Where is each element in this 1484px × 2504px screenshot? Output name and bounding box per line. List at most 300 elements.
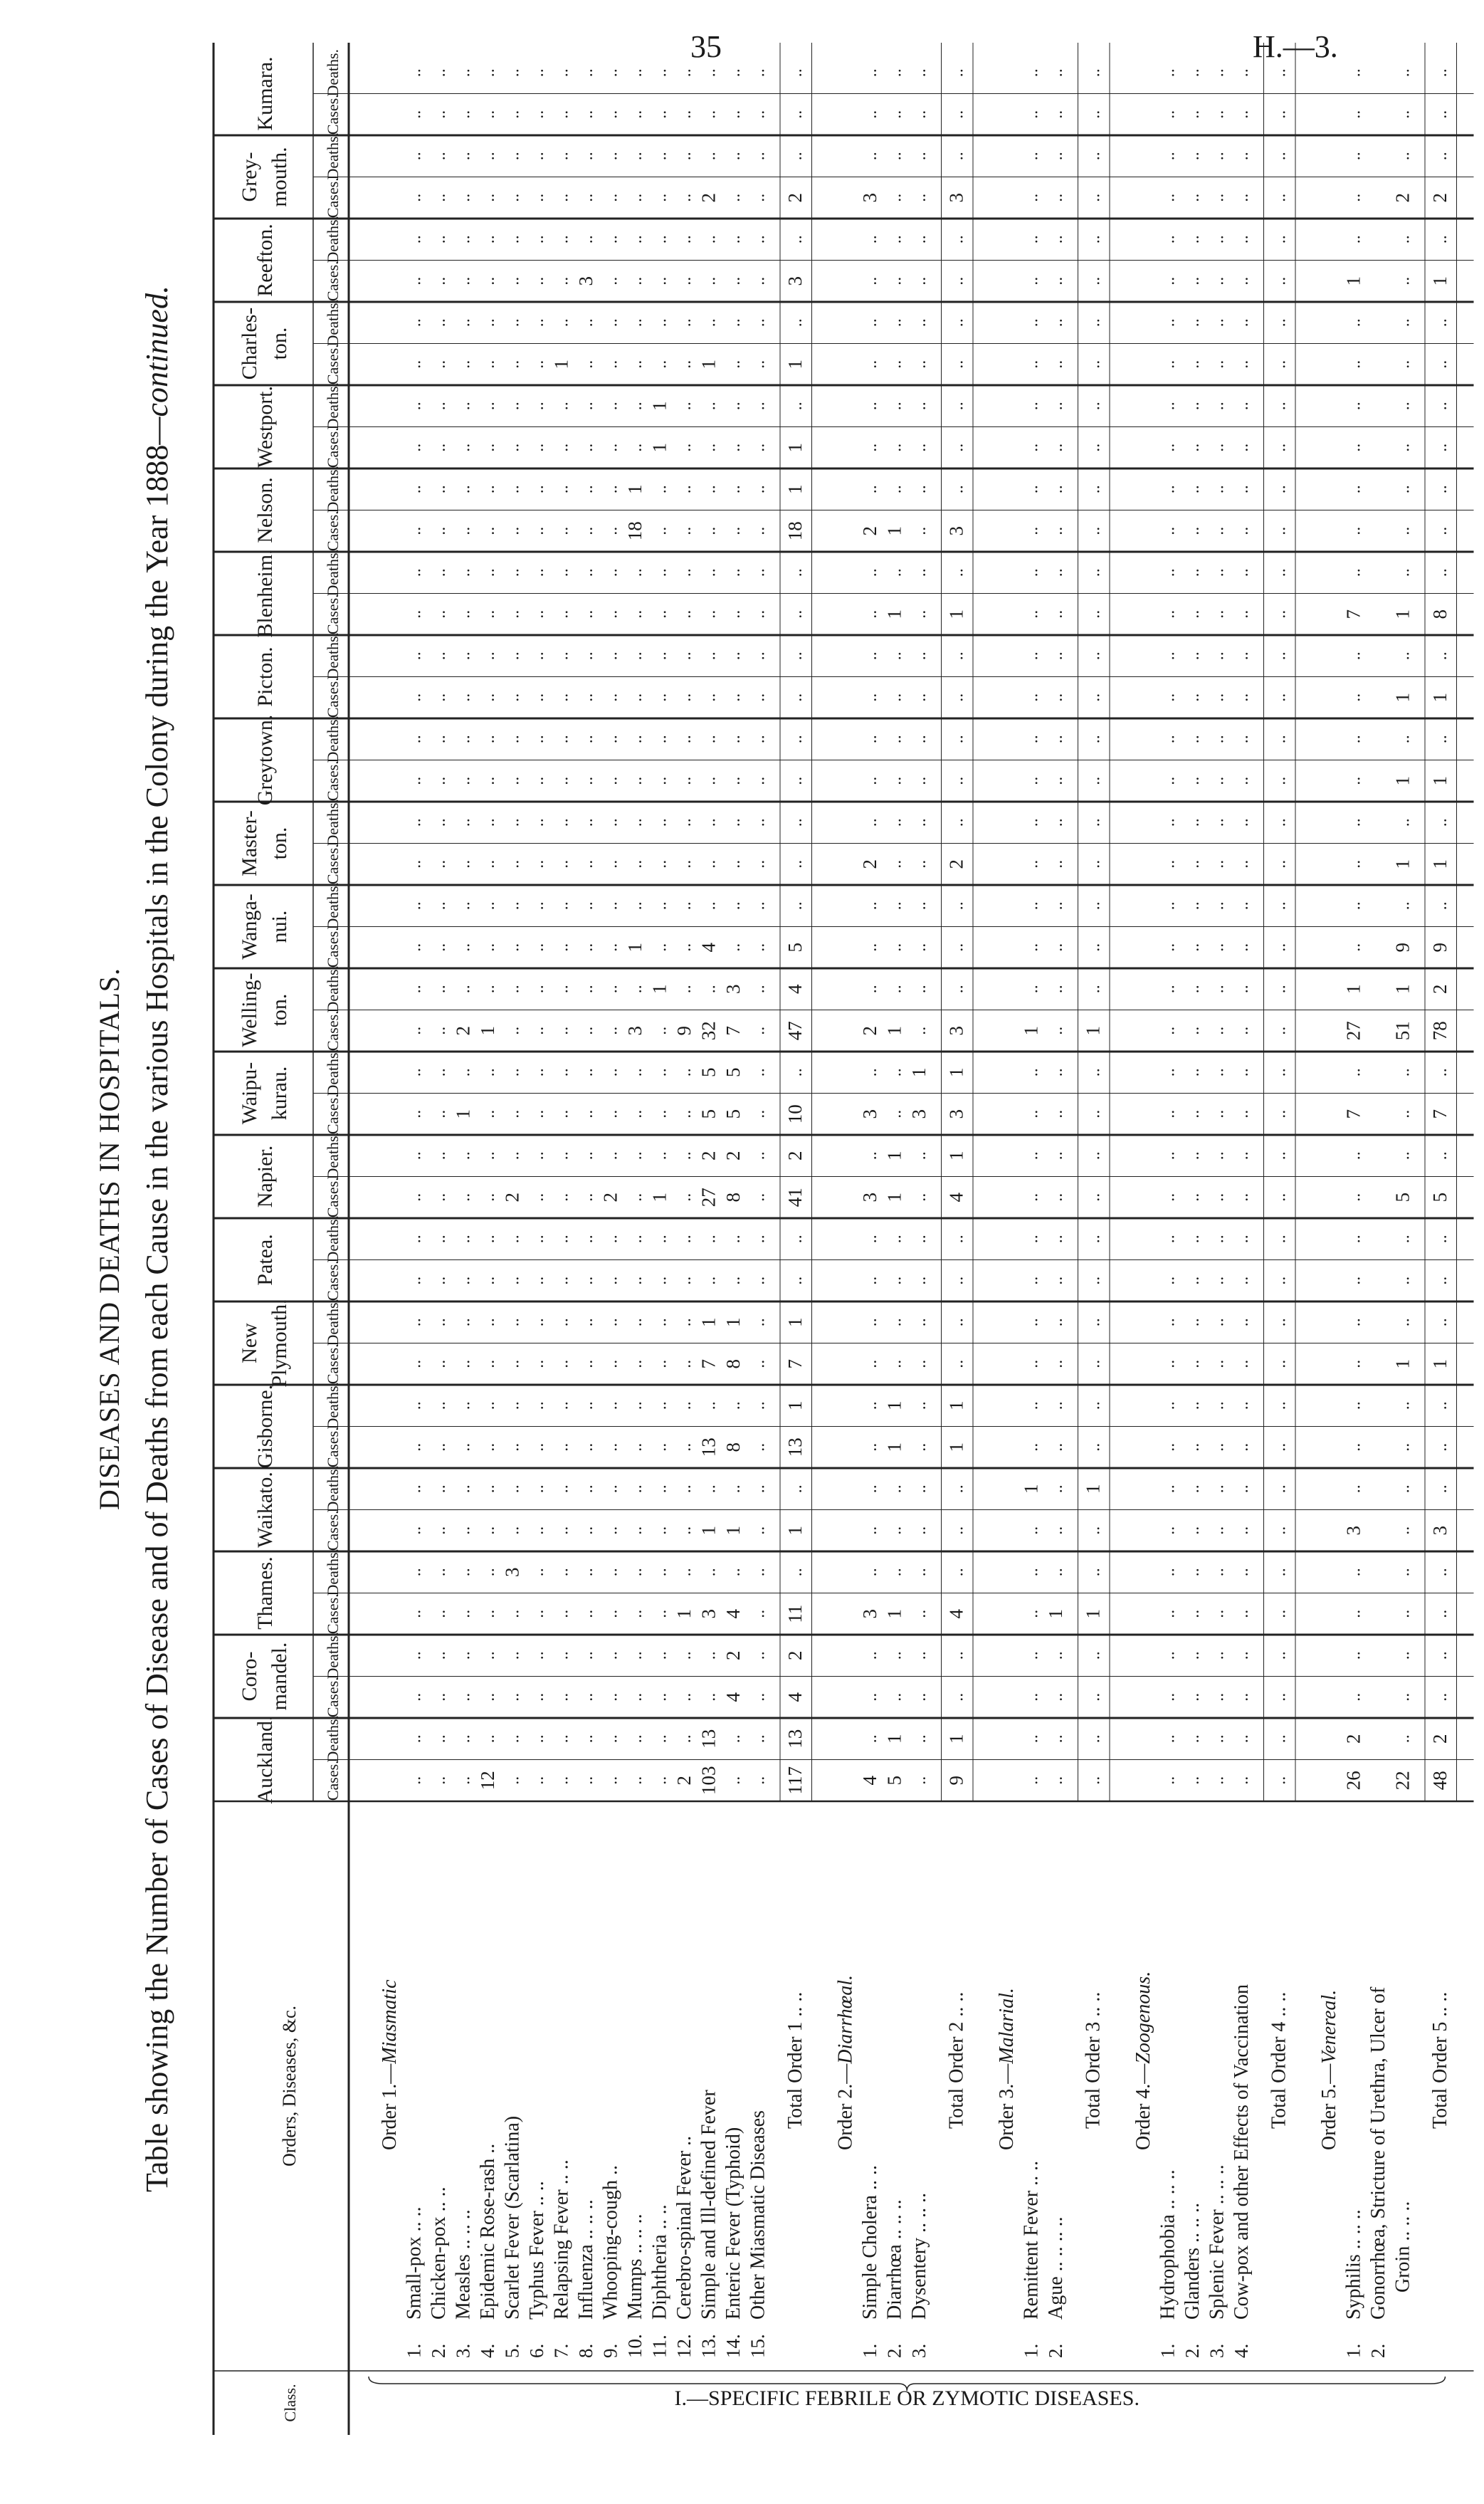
cell-empty: .. <box>1023 443 1042 452</box>
cell-empty: .. <box>1023 609 1042 619</box>
cell-empty: .. <box>1184 735 1203 744</box>
cell-empty: .. <box>1432 568 1451 577</box>
cell-empty: .. <box>1233 776 1252 785</box>
cell-empty: .. <box>1345 1692 1364 1702</box>
cell-empty: .. <box>886 485 905 494</box>
hospital-header: Waikato. <box>253 1472 277 1548</box>
cell-empty: .. <box>480 1484 498 1494</box>
cell-empty: .. <box>1184 485 1203 494</box>
cell-empty: .. <box>676 318 695 328</box>
cell-empty: .. <box>1394 1484 1414 1494</box>
cases-header: Cases. <box>324 677 342 718</box>
cell-empty: .. <box>578 901 596 911</box>
cell-empty: .. <box>578 1401 596 1410</box>
cell-empty: .. <box>948 1484 967 1494</box>
cell-empty: .. <box>862 693 880 702</box>
cell-empty: .. <box>406 402 425 411</box>
cell-empty: .. <box>578 235 596 244</box>
cell-empty: .. <box>480 402 498 411</box>
cell-empty: .. <box>1432 152 1451 161</box>
hospital-header: mouth. <box>268 147 291 207</box>
cell-value: 1 <box>673 1609 695 1619</box>
cell-empty: .. <box>406 1651 425 1660</box>
cell-empty: .. <box>651 1068 670 1077</box>
cell-empty: .. <box>431 110 449 119</box>
cell-empty: .. <box>1432 1651 1451 1660</box>
cell-empty: .. <box>480 776 498 785</box>
cell-empty: .. <box>1184 1526 1203 1535</box>
cell-empty: .. <box>1394 152 1414 161</box>
cell-empty: .. <box>700 318 720 328</box>
cell-empty: .. <box>1048 1442 1066 1452</box>
cell-empty: .. <box>911 1776 930 1785</box>
cell-empty: .. <box>455 1193 474 1202</box>
cell-empty: .. <box>504 68 523 78</box>
cell-empty: .. <box>431 526 449 535</box>
cell-value: 3 <box>1429 1526 1451 1536</box>
cell-empty: .. <box>700 485 720 494</box>
cell-empty: .. <box>862 568 880 577</box>
cell-empty: .. <box>480 985 498 994</box>
cell-empty: .. <box>700 1651 720 1660</box>
cell-empty: .. <box>602 568 621 577</box>
cell-value: 4 <box>945 1609 967 1619</box>
cell-empty: .. <box>651 1109 670 1119</box>
hospital-header: Master- <box>238 810 261 876</box>
cell-value: 2 <box>1391 193 1414 203</box>
cases-header: Cases. <box>324 427 342 468</box>
cell-empty: .. <box>1184 1359 1203 1368</box>
cell-empty: .. <box>1023 1609 1042 1618</box>
cell-empty: .. <box>886 318 905 328</box>
cell-empty: .. <box>1184 276 1203 286</box>
cell-empty: .. <box>627 651 646 661</box>
cell-empty: .. <box>406 443 425 452</box>
cell-value: 1 <box>883 1193 905 1203</box>
cell-empty: .. <box>627 68 646 78</box>
cell-value: 47 <box>784 1021 806 1041</box>
cell-empty: .. <box>1159 110 1179 119</box>
disease-label: Typhus Fever .. .. <box>526 2181 548 2320</box>
cell-empty: .. <box>1345 1068 1364 1077</box>
cell-empty: .. <box>676 901 695 911</box>
cell-empty: .. <box>1085 1651 1104 1660</box>
cell-empty: .. <box>529 443 547 452</box>
cell-empty: .. <box>651 152 670 161</box>
cell-empty: .. <box>1209 443 1228 452</box>
cell-empty: .. <box>725 402 744 411</box>
cell-empty: .. <box>1233 1609 1252 1618</box>
cell-empty: .. <box>787 568 806 577</box>
cell-empty: .. <box>948 1526 967 1535</box>
cell-empty: .. <box>1184 1442 1203 1452</box>
cell-empty: .. <box>578 1692 596 1702</box>
cell-empty: .. <box>749 1235 769 1244</box>
cell-empty: .. <box>1184 901 1203 911</box>
cell-empty: .. <box>1345 110 1364 119</box>
cell-value: 7 <box>698 1359 720 1369</box>
cell-empty: .. <box>948 68 967 78</box>
cell-empty: .. <box>676 1442 695 1452</box>
cell-empty: .. <box>1270 1401 1290 1410</box>
cell-empty: .. <box>787 235 806 244</box>
cell-empty: .. <box>553 1776 572 1785</box>
cell-empty: .. <box>725 651 744 661</box>
cell-empty: .. <box>455 1442 474 1452</box>
cell-empty: .. <box>455 318 474 328</box>
cell-empty: .. <box>553 609 572 619</box>
cell-empty: .. <box>1085 985 1104 994</box>
cell-empty: .. <box>627 318 646 328</box>
cell-value: 5 <box>1391 1193 1414 1203</box>
hospital-header: Grey- <box>238 152 261 202</box>
cell-empty: .. <box>1432 1276 1451 1285</box>
cell-empty: .. <box>553 1276 572 1285</box>
cell-empty: .. <box>627 1651 646 1660</box>
cell-empty: .. <box>1023 1568 1042 1577</box>
cell-empty: .. <box>886 735 905 744</box>
cell-empty: .. <box>1048 943 1066 952</box>
cell-empty: .. <box>1184 568 1203 577</box>
cell-empty: .. <box>1023 235 1042 244</box>
cell-empty: .. <box>749 901 769 911</box>
cell-empty: .. <box>948 443 967 452</box>
cell-empty: .. <box>749 1109 769 1119</box>
cell-empty: .. <box>911 1442 930 1452</box>
cell-empty: .. <box>504 901 523 911</box>
cell-empty: .. <box>1233 235 1252 244</box>
cell-empty: .. <box>455 609 474 619</box>
hospital-header: Waipu- <box>238 1062 261 1125</box>
cell-empty: .. <box>948 1276 967 1285</box>
cell-value: 2 <box>784 193 806 203</box>
cell-empty: .. <box>725 1235 744 1244</box>
cell-value: 1 <box>722 1526 744 1536</box>
order-heading: Order 2.—Diarrhœal. <box>834 1974 857 2150</box>
cell-empty: .. <box>911 1526 930 1535</box>
cell-empty: .. <box>602 485 621 494</box>
cell-value: 1 <box>1391 1359 1414 1369</box>
cell-empty: .. <box>948 1692 967 1702</box>
cell-empty: .. <box>480 1359 498 1368</box>
cell-empty: .. <box>480 1109 498 1119</box>
cell-empty: .. <box>1023 152 1042 161</box>
deaths-header: Deaths. <box>324 48 342 97</box>
cell-empty: .. <box>627 693 646 702</box>
cell-empty: .. <box>1209 110 1228 119</box>
disease-number: 4. <box>477 2343 498 2358</box>
disease-number: 9. <box>599 2343 621 2358</box>
cell-value: 1 <box>698 1526 720 1536</box>
cell-empty: .. <box>1432 1151 1451 1161</box>
cell-empty: .. <box>911 1484 930 1494</box>
hospital-header: New <box>238 1323 261 1363</box>
cell-empty: .. <box>1085 1151 1104 1161</box>
cell-empty: .. <box>602 1068 621 1077</box>
cell-empty: .. <box>1048 693 1066 702</box>
cell-empty: .. <box>1085 68 1104 78</box>
cell-value: 8 <box>722 1442 744 1452</box>
cell-empty: .. <box>1048 1151 1066 1161</box>
cell-empty: .. <box>602 318 621 328</box>
cell-empty: .. <box>700 1692 720 1702</box>
cell-empty: .. <box>1270 609 1290 619</box>
cell-empty: .. <box>1085 1776 1104 1785</box>
cell-empty: .. <box>504 693 523 702</box>
cell-empty: .. <box>886 276 905 286</box>
cell-value: 48 <box>1429 1771 1451 1791</box>
cell-empty: .. <box>455 776 474 785</box>
cell-empty: .. <box>553 1692 572 1702</box>
cell-empty: .. <box>749 651 769 661</box>
cell-empty: .. <box>480 943 498 952</box>
cell-empty: .. <box>1048 235 1066 244</box>
cell-empty: .. <box>700 1235 720 1244</box>
cell-empty: .. <box>1394 1526 1414 1535</box>
cell-empty: .. <box>1432 1068 1451 1077</box>
cell-empty: .. <box>911 735 930 744</box>
cell-empty: .. <box>1209 1276 1228 1285</box>
cell-empty: .. <box>651 1401 670 1410</box>
cell-empty: .. <box>504 235 523 244</box>
cell-empty: .. <box>1159 985 1179 994</box>
cell-value: 1 <box>784 1526 806 1536</box>
cell-empty: .. <box>431 360 449 369</box>
cell-empty: .. <box>1085 1526 1104 1535</box>
cell-empty: .. <box>1394 1692 1414 1702</box>
disease-number: 1. <box>1020 2343 1042 2358</box>
cell-empty: .. <box>948 110 967 119</box>
cell-empty: .. <box>1085 1235 1104 1244</box>
cell-empty: .. <box>1023 693 1042 702</box>
cell-empty: .. <box>627 568 646 577</box>
cell-empty: .. <box>1048 1692 1066 1702</box>
disease-label: Cerebro-spinal Fever .. <box>673 2135 695 2320</box>
cell-empty: .. <box>886 651 905 661</box>
cell-value: 1 <box>624 943 646 953</box>
cell-empty: .. <box>553 68 572 78</box>
cell-empty: .. <box>651 485 670 494</box>
cell-empty: .. <box>1048 193 1066 202</box>
cell-empty: .. <box>431 1318 449 1327</box>
cell-empty: .. <box>749 1276 769 1285</box>
cell-empty: .. <box>676 443 695 452</box>
cell-empty: .. <box>553 1359 572 1368</box>
hospital-header: Patea. <box>253 1234 277 1286</box>
cell-empty: .. <box>455 1151 474 1161</box>
cell-empty: .. <box>627 1526 646 1535</box>
cell-value: 1 <box>883 1026 905 1036</box>
cell-empty: .. <box>529 609 547 619</box>
order-heading-name: Zoogenous. <box>1132 1971 1154 2064</box>
cell-empty: .. <box>862 110 880 119</box>
cell-empty: .. <box>455 735 474 744</box>
cell-empty: .. <box>1184 1109 1203 1119</box>
cell-empty: .. <box>553 1109 572 1119</box>
cell-empty: .. <box>676 1109 695 1119</box>
cell-empty: .. <box>1209 818 1228 827</box>
cell-empty: .. <box>886 1276 905 1285</box>
cell-empty: .. <box>1048 859 1066 869</box>
cell-empty: .. <box>1184 360 1203 369</box>
cell-empty: .. <box>578 1484 596 1494</box>
cell-empty: .. <box>1394 526 1414 535</box>
subtitle-suffix: —continued. <box>140 286 174 445</box>
cell-empty: .. <box>1184 443 1203 452</box>
cell-value: 3 <box>501 1567 523 1577</box>
cell-empty: .. <box>406 1026 425 1035</box>
cell-value: 1 <box>784 484 806 494</box>
cell-value: 5 <box>722 1109 744 1119</box>
hospital-header: Auckland. <box>253 1715 277 1804</box>
cell-empty: .. <box>1085 1692 1104 1702</box>
cell-empty: .. <box>578 776 596 785</box>
cell-empty: .. <box>787 735 806 744</box>
cell-empty: .. <box>1270 318 1290 328</box>
cell-empty: .. <box>1209 68 1228 78</box>
cell-value: 12 <box>477 1771 498 1791</box>
cell-empty: .. <box>676 1526 695 1535</box>
cell-empty: .. <box>700 818 720 827</box>
cell-empty: .. <box>1345 235 1364 244</box>
cell-empty: .. <box>529 1235 547 1244</box>
cell-empty: .. <box>1432 1484 1451 1494</box>
cell-empty: .. <box>553 943 572 952</box>
cell-empty: .. <box>700 526 720 535</box>
cell-empty: .. <box>1270 1609 1290 1618</box>
cell-empty: .. <box>700 110 720 119</box>
cell-empty: .. <box>1159 235 1179 244</box>
cell-empty: .. <box>1085 526 1104 535</box>
cell-empty: .. <box>1270 1068 1290 1077</box>
cell-empty: .. <box>1085 651 1104 661</box>
cell-empty: .. <box>1432 68 1451 78</box>
cell-empty: .. <box>1184 693 1203 702</box>
cell-value: 1 <box>1391 609 1414 619</box>
disease-number: 14. <box>722 2334 744 2358</box>
cell-empty: .. <box>480 193 498 202</box>
cell-empty: .. <box>862 1484 880 1494</box>
cell-empty: .. <box>1233 735 1252 744</box>
cell-empty: .. <box>1023 1359 1042 1368</box>
disease-label: Chicken-pox .. .. <box>428 2186 450 2320</box>
cell-empty: .. <box>862 1442 880 1452</box>
cell-empty: .. <box>553 1568 572 1577</box>
cell-empty: .. <box>749 1068 769 1077</box>
cell-empty: .. <box>676 68 695 78</box>
cell-empty: .. <box>504 776 523 785</box>
cell-empty: .. <box>578 1526 596 1535</box>
cell-value: 3 <box>945 1109 967 1119</box>
cell-empty: .. <box>1159 1526 1179 1535</box>
disease-number: 3. <box>452 2343 474 2358</box>
cell-value: 2 <box>945 859 967 869</box>
cell-empty: .. <box>1159 485 1179 494</box>
cell-empty: .. <box>504 1776 523 1785</box>
cell-empty: .. <box>1270 1568 1290 1577</box>
cell-empty: .. <box>749 402 769 411</box>
cell-empty: .. <box>1085 943 1104 952</box>
cell-empty: .. <box>455 1568 474 1577</box>
cell-empty: .. <box>749 1318 769 1327</box>
cell-empty: .. <box>553 651 572 661</box>
cell-empty: .. <box>602 818 621 827</box>
cell-empty: .. <box>1159 152 1179 161</box>
cell-empty: .. <box>455 235 474 244</box>
cell-empty: .. <box>1184 318 1203 328</box>
cell-empty: .. <box>1048 1276 1066 1285</box>
cell-value: 7 <box>784 1359 806 1369</box>
cell-empty: .. <box>455 1609 474 1618</box>
cell-empty: .. <box>651 276 670 286</box>
cell-empty: .. <box>787 1068 806 1077</box>
order-total-label: Total Order 1 .. .. <box>784 1991 806 2129</box>
disease-label: Cow-pox and other Effects of Vaccination <box>1231 1984 1253 2320</box>
cell-empty: .. <box>1270 1276 1290 1285</box>
cell-empty: .. <box>676 1151 695 1161</box>
cell-empty: .. <box>749 943 769 952</box>
cell-value: 1 <box>1391 693 1414 703</box>
cell-empty: .. <box>1159 1151 1179 1161</box>
cell-empty: .. <box>749 1484 769 1494</box>
order-heading: Order 1.—Miasmatic <box>379 1979 401 2150</box>
cell-empty: .. <box>886 235 905 244</box>
cell-value: 1 <box>1082 1484 1104 1494</box>
cell-value: 2 <box>722 1650 744 1660</box>
cell-empty: .. <box>700 985 720 994</box>
cell-empty: .. <box>1184 1651 1203 1660</box>
title-block <box>93 43 206 2435</box>
cell-value: 9 <box>1429 943 1451 953</box>
cell-empty: .. <box>749 776 769 785</box>
deaths-header: Deaths. <box>324 798 342 847</box>
cell-empty: .. <box>602 276 621 286</box>
cell-empty: .. <box>676 818 695 827</box>
cell-empty: .. <box>406 360 425 369</box>
cell-empty: .. <box>529 276 547 286</box>
cell-empty: .. <box>651 1776 670 1785</box>
cell-empty: .. <box>700 276 720 286</box>
cell-empty: .. <box>676 1484 695 1494</box>
cell-empty: .. <box>676 1401 695 1410</box>
cell-empty: .. <box>504 1109 523 1119</box>
cell-empty: .. <box>725 318 744 328</box>
cell-empty: .. <box>529 1318 547 1327</box>
cell-empty: .. <box>1270 1359 1290 1368</box>
cell-empty: .. <box>651 693 670 702</box>
cell-empty: .. <box>700 735 720 744</box>
cell-value: 2 <box>1429 193 1451 203</box>
cell-empty: .. <box>1233 1068 1252 1077</box>
cell-empty: .. <box>1270 360 1290 369</box>
cell-empty: .. <box>749 1026 769 1035</box>
cell-empty: .. <box>749 526 769 535</box>
cell-empty: .. <box>1159 651 1179 661</box>
cell-empty: .. <box>676 1568 695 1577</box>
cell-value: 4 <box>722 1692 744 1702</box>
cell-empty: .. <box>651 1568 670 1577</box>
deaths-header: Deaths. <box>324 1131 342 1180</box>
cell-empty: .. <box>787 152 806 161</box>
cell-empty: .. <box>1159 859 1179 869</box>
cell-empty: .. <box>1345 485 1364 494</box>
cell-empty: .. <box>1270 1193 1290 1202</box>
disease-label: Splenic Fever .. .. .. <box>1206 2164 1228 2320</box>
cell-empty: .. <box>480 485 498 494</box>
cell-empty: .. <box>1394 68 1414 78</box>
cell-value: 5 <box>784 943 806 953</box>
cell-value: 1 <box>883 1734 905 1744</box>
